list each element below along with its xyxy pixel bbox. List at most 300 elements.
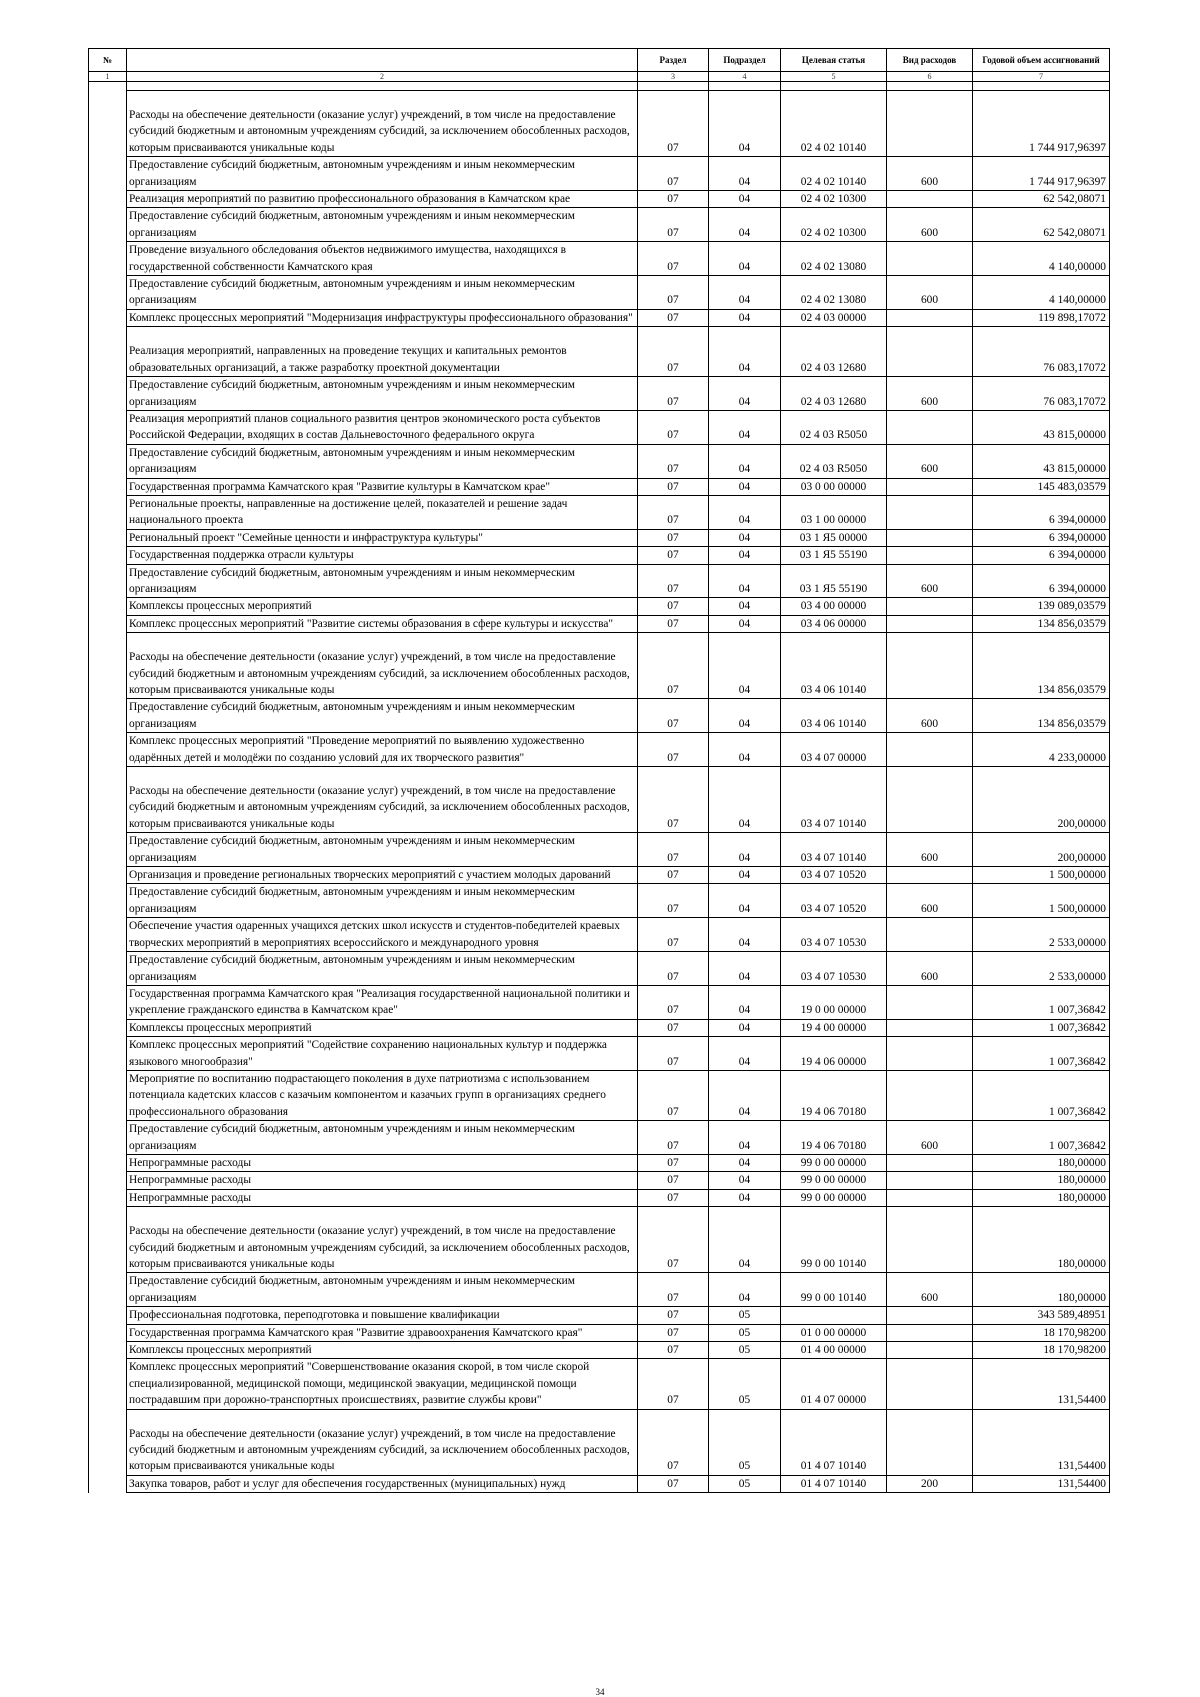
table-row [89,495,1110,529]
row-vid [887,733,973,767]
row-target: 03 4 06 10140 [781,699,887,733]
row-vid [887,1172,973,1189]
row-razdel: 07 [638,918,709,952]
row-razdel: 07 [638,1342,709,1359]
row-name: Реализация мероприятий планов социального развития центров экономического роста субъектов Российской Федерации, входящих в состав Дальневосточного федерального округа [127,410,638,444]
row-name: Комплексы процессных мероприятий [127,1019,638,1036]
row-razdel: 07 [638,633,709,699]
row-podrazdel: 04 [709,833,781,867]
row-podrazdel: 04 [709,276,781,310]
row-vid [887,1207,973,1273]
row-target: 02 4 02 10140 [781,91,887,157]
row-razdel: 07 [638,478,709,495]
budget-sheet [88,48,1109,1493]
row-podrazdel: 04 [709,1037,781,1071]
table-row [89,327,1110,377]
row-amount: 131,54400 [973,1475,1110,1492]
row-amount: 134 856,03579 [973,699,1110,733]
table-row [89,1070,1110,1120]
row-target: 03 1 Я5 55190 [781,547,887,564]
row-name: Предоставление субсидий бюджетным, автономным учреждениям и иным некоммерческим организациям [127,208,638,242]
row-target: 01 0 00 00000 [781,1324,887,1341]
row-number-cell [89,1121,127,1155]
budget-table [88,48,1110,1493]
row-target: 03 4 07 10520 [781,884,887,918]
row-vid [887,191,973,208]
row-razdel: 07 [638,1207,709,1273]
row-number-cell [89,615,127,632]
row-amount: 18 170,98200 [973,1342,1110,1359]
row-name: Предоставление субсидий бюджетным, автономным учреждениям и иным некоммерческим организациям [127,377,638,411]
row-number-cell [89,547,127,564]
table-row [89,478,1110,495]
header-target: Целевая статья [781,49,887,72]
row-amount: 200,00000 [973,833,1110,867]
row-razdel: 07 [638,191,709,208]
table-row [89,1154,1110,1171]
row-vid: 600 [887,699,973,733]
row-name: Предоставление субсидий бюджетным, автономным учреждениям и иным некоммерческим организациям [127,833,638,867]
row-razdel: 07 [638,867,709,884]
row-vid [887,985,973,1019]
row-target: 01 4 07 00000 [781,1359,887,1409]
row-amount: 131,54400 [973,1409,1110,1475]
row-name: Предоставление субсидий бюджетным, автономным учреждениям и иным некоммерческим организациям [127,699,638,733]
row-razdel: 07 [638,529,709,546]
row-number-cell [89,1273,127,1307]
row-vid: 600 [887,884,973,918]
row-razdel: 07 [638,1409,709,1475]
row-podrazdel: 04 [709,157,781,191]
row-amount: 6 394,00000 [973,529,1110,546]
row-number-cell [89,918,127,952]
row-name: Предоставление субсидий бюджетным, автономным учреждениям и иным некоммерческим организациям [127,1273,638,1307]
row-vid [887,410,973,444]
table-row [89,1324,1110,1341]
table-row [89,1121,1110,1155]
row-number-cell [89,833,127,867]
row-name: Государственная поддержка отрасли культуры [127,547,638,564]
row-target: 02 4 02 10300 [781,208,887,242]
row-amount: 180,00000 [973,1154,1110,1171]
row-amount: 180,00000 [973,1172,1110,1189]
table-row [89,444,1110,478]
row-target: 03 4 07 10530 [781,918,887,952]
row-number-cell [89,867,127,884]
row-name: Мероприятие по воспитанию подрастающего поколения в духе патриотизма с использованием потенциала кадетских классов с казачьим компонентом и казачьих групп в организациях среднего профессионального образования [127,1070,638,1120]
row-number-cell [89,529,127,546]
row-number-cell [89,1475,127,1492]
row-target: 02 4 03 12680 [781,327,887,377]
row-vid [887,1019,973,1036]
row-amount: 4 140,00000 [973,276,1110,310]
row-amount: 1 007,36842 [973,985,1110,1019]
row-target: 03 4 00 00000 [781,598,887,615]
row-number-cell [89,733,127,767]
row-vid [887,1324,973,1341]
row-name: Расходы на обеспечение деятельности (оказание услуг) учреждений, в том числе на предоставление субсидий бюджетным и автономным учреждениям субсидий, за исключением обособленных расходов, которым присваиваются уникальные коды [127,1207,638,1273]
row-target: 02 4 03 12680 [781,377,887,411]
row-name: Профессиональная подготовка, переподготовка и повышение квалификации [127,1307,638,1324]
row-target: 19 4 00 00000 [781,1019,887,1036]
row-vid [887,767,973,833]
row-name: Расходы на обеспечение деятельности (оказание услуг) учреждений, в том числе на предоставление субсидий бюджетным и автономным учреждениям субсидий, за исключением обособленных расходов, которым присваиваются уникальные коды [127,633,638,699]
table-row [89,1189,1110,1206]
row-razdel: 07 [638,1307,709,1324]
row-number-cell [89,208,127,242]
row-podrazdel: 04 [709,733,781,767]
row-podrazdel: 04 [709,867,781,884]
row-podrazdel: 04 [709,410,781,444]
row-target: 02 4 03 R5050 [781,410,887,444]
table-row [89,633,1110,699]
row-name: Непрограммные расходы [127,1154,638,1171]
table-body [89,82,1110,1493]
row-vid: 600 [887,564,973,598]
row-target: 02 4 02 10300 [781,191,887,208]
page-number: 34 [595,1687,605,1697]
row-vid [887,598,973,615]
row-razdel: 07 [638,444,709,478]
row-name: Организация и проведение региональных творческих мероприятий с участием молодых дарований [127,867,638,884]
row-number-cell [89,276,127,310]
row-number-cell [89,1307,127,1324]
row-target: 99 0 00 00000 [781,1154,887,1171]
row-vid [887,1070,973,1120]
row-podrazdel: 04 [709,918,781,952]
row-number-cell [89,1172,127,1189]
row-vid [887,478,973,495]
row-podrazdel: 04 [709,633,781,699]
row-razdel: 07 [638,884,709,918]
row-name: Обеспечение участия одаренных учащихся детских школ искусств и студентов-победителей краевых творческих мероприятий в мероприятиях всероссийского и международного уровня [127,918,638,952]
row-amount: 131,54400 [973,1359,1110,1409]
row-podrazdel: 04 [709,91,781,157]
row-podrazdel: 04 [709,615,781,632]
row-target: 19 0 00 00000 [781,985,887,1019]
table-row [89,410,1110,444]
row-vid [887,327,973,377]
row-amount: 4 233,00000 [973,733,1110,767]
row-target: 03 4 06 10140 [781,633,887,699]
row-number-cell [89,699,127,733]
table-row [89,1207,1110,1273]
table-row [89,191,1110,208]
row-podrazdel: 04 [709,952,781,986]
row-razdel: 07 [638,547,709,564]
row-target: 99 0 00 10140 [781,1273,887,1307]
row-amount: 343 589,48951 [973,1307,1110,1324]
row-podrazdel: 04 [709,547,781,564]
row-name: Предоставление субсидий бюджетным, автономным учреждениям и иным некоммерческим организациям [127,1121,638,1155]
row-name: Региональные проекты, направленные на достижение целей, показателей и решение задач национального проекта [127,495,638,529]
row-razdel: 07 [638,1189,709,1206]
row-razdel: 07 [638,91,709,157]
table-row [89,733,1110,767]
row-vid [887,495,973,529]
row-podrazdel: 04 [709,1189,781,1206]
table-row [89,1037,1110,1071]
row-target: 03 4 07 10140 [781,833,887,867]
row-amount: 62 542,08071 [973,208,1110,242]
row-amount: 6 394,00000 [973,495,1110,529]
row-target: 19 4 06 00000 [781,1037,887,1071]
row-podrazdel: 04 [709,1019,781,1036]
row-amount: 119 898,17072 [973,309,1110,326]
table-row [89,1172,1110,1189]
row-name: Закупка товаров, работ и услуг для обеспечения государственных (муниципальных) нужд [127,1475,638,1492]
row-target: 03 1 Я5 00000 [781,529,887,546]
row-number-cell [89,1207,127,1273]
row-podrazdel: 04 [709,444,781,478]
row-name: Непрограммные расходы [127,1172,638,1189]
row-target: 01 4 07 10140 [781,1409,887,1475]
row-amount: 76 083,17072 [973,327,1110,377]
row-vid [887,1037,973,1071]
header-razdel: Раздел [638,49,709,72]
row-amount: 139 089,03579 [973,598,1110,615]
row-razdel: 07 [638,495,709,529]
row-number-cell [89,1359,127,1409]
table-row [89,598,1110,615]
row-podrazdel: 05 [709,1307,781,1324]
table-row [89,918,1110,952]
row-razdel: 07 [638,699,709,733]
row-podrazdel: 05 [709,1409,781,1475]
row-number-cell [89,444,127,478]
row-razdel: 07 [638,208,709,242]
row-target [781,1307,887,1324]
row-razdel: 07 [638,985,709,1019]
column-number: 4 [709,72,781,82]
table-row [89,1409,1110,1475]
row-razdel: 07 [638,952,709,986]
table-row [89,867,1110,884]
row-amount: 145 483,03579 [973,478,1110,495]
row-number-cell [89,1019,127,1036]
row-name: Непрограммные расходы [127,1189,638,1206]
table-row [89,767,1110,833]
row-amount: 4 140,00000 [973,242,1110,276]
table-row [89,884,1110,918]
row-razdel: 07 [638,598,709,615]
row-number-cell [89,952,127,986]
row-vid [887,1154,973,1171]
row-vid: 600 [887,952,973,986]
table-row [89,547,1110,564]
row-podrazdel: 04 [709,598,781,615]
row-target: 01 4 07 10140 [781,1475,887,1492]
row-podrazdel: 04 [709,242,781,276]
row-vid: 600 [887,833,973,867]
row-target: 99 0 00 00000 [781,1172,887,1189]
row-podrazdel: 04 [709,1154,781,1171]
row-amount: 2 533,00000 [973,952,1110,986]
row-razdel: 07 [638,327,709,377]
row-number-cell [89,633,127,699]
row-razdel: 07 [638,1273,709,1307]
spacer-row [89,82,1110,91]
row-razdel: 07 [638,733,709,767]
row-target: 19 4 06 70180 [781,1121,887,1155]
row-number-cell [89,1342,127,1359]
row-podrazdel: 04 [709,884,781,918]
row-number-cell [89,1189,127,1206]
table-row [89,1307,1110,1324]
row-vid [887,242,973,276]
row-name: Комплексы процессных мероприятий [127,1342,638,1359]
row-amount: 18 170,98200 [973,1324,1110,1341]
row-podrazdel: 04 [709,529,781,546]
row-razdel: 07 [638,1172,709,1189]
column-number: 2 [127,72,638,82]
row-amount: 200,00000 [973,767,1110,833]
row-razdel: 07 [638,1154,709,1171]
row-target: 02 4 03 00000 [781,309,887,326]
row-podrazdel: 04 [709,1207,781,1273]
row-name: Реализация мероприятий по развитию профессионального образования в Камчатском крае [127,191,638,208]
row-target: 03 1 Я5 55190 [781,564,887,598]
row-number-cell [89,1324,127,1341]
row-amount: 134 856,03579 [973,615,1110,632]
row-amount: 134 856,03579 [973,633,1110,699]
row-name: Предоставление субсидий бюджетным, автономным учреждениям и иным некоммерческим организациям [127,276,638,310]
row-target: 19 4 06 70180 [781,1070,887,1120]
row-target: 02 4 02 10140 [781,157,887,191]
column-number: 7 [973,72,1110,82]
row-target: 03 4 07 00000 [781,733,887,767]
row-razdel: 07 [638,377,709,411]
row-podrazdel: 04 [709,564,781,598]
row-number-cell [89,157,127,191]
row-target: 99 0 00 00000 [781,1189,887,1206]
row-number-cell [89,1037,127,1071]
row-podrazdel: 04 [709,985,781,1019]
header-number: № [89,49,127,72]
row-podrazdel: 05 [709,1475,781,1492]
row-razdel: 07 [638,1070,709,1120]
row-razdel: 07 [638,1037,709,1071]
row-name: Расходы на обеспечение деятельности (оказание услуг) учреждений, в том числе на предоставление субсидий бюджетным и автономным учреждениям субсидий, за исключением обособленных расходов, которым присваиваются уникальные коды [127,767,638,833]
row-vid [887,1409,973,1475]
row-number-cell [89,377,127,411]
row-amount: 1 007,36842 [973,1037,1110,1071]
table-row [89,377,1110,411]
row-name: Предоставление субсидий бюджетным, автономным учреждениям и иным некоммерческим организациям [127,444,638,478]
column-number: 3 [638,72,709,82]
column-number: 1 [89,72,127,82]
table-row [89,1342,1110,1359]
row-number-cell [89,985,127,1019]
row-vid: 600 [887,208,973,242]
row-amount: 1 744 917,96397 [973,91,1110,157]
table-row [89,529,1110,546]
table-row [89,242,1110,276]
row-razdel: 07 [638,1324,709,1341]
row-name: Комплекс процессных мероприятий "Содействие сохранению национальных культур и поддержка языкового многообразия" [127,1037,638,1071]
table-row [89,309,1110,326]
row-name: Комплексы процессных мероприятий [127,598,638,615]
row-amount: 180,00000 [973,1189,1110,1206]
row-vid: 600 [887,276,973,310]
row-name: Региональный проект "Семейные ценности и инфраструктура культуры" [127,529,638,546]
table-row [89,157,1110,191]
row-number-cell [89,564,127,598]
row-razdel: 07 [638,1475,709,1492]
header-row [89,49,1110,72]
row-razdel: 07 [638,157,709,191]
row-number-cell [89,327,127,377]
column-number-row [89,72,1110,82]
row-razdel: 07 [638,1019,709,1036]
row-vid [887,918,973,952]
row-podrazdel: 04 [709,1121,781,1155]
row-razdel: 07 [638,242,709,276]
row-vid: 600 [887,444,973,478]
row-target: 02 4 02 13080 [781,242,887,276]
table-row [89,952,1110,986]
row-number-cell [89,1154,127,1171]
row-podrazdel: 04 [709,208,781,242]
row-name: Государственная программа Камчатского края "Реализация государственной национальной политики и укрепление гражданского единства в Камчатском крае" [127,985,638,1019]
row-name: Расходы на обеспечение деятельности (оказание услуг) учреждений, в том числе на предоставление субсидий бюджетным и автономным учреждениям субсидий, за исключением обособленных расходов, которым присваиваются уникальные коды [127,1409,638,1475]
row-name: Предоставление субсидий бюджетным, автономным учреждениям и иным некоммерческим организациям [127,952,638,986]
row-number-cell [89,1070,127,1120]
row-target: 03 4 06 00000 [781,615,887,632]
table-row [89,91,1110,157]
row-target: 03 0 00 00000 [781,478,887,495]
row-target: 03 4 07 10520 [781,867,887,884]
row-vid: 200 [887,1475,973,1492]
row-target: 01 4 00 00000 [781,1342,887,1359]
row-vid: 600 [887,1273,973,1307]
header-name [127,49,638,72]
row-vid [887,1307,973,1324]
row-name: Государственная программа Камчатского края "Развитие культуры в Камчатском крае" [127,478,638,495]
row-podrazdel: 05 [709,1342,781,1359]
row-amount: 1 500,00000 [973,867,1110,884]
row-vid [887,633,973,699]
row-amount: 6 394,00000 [973,547,1110,564]
table-row [89,208,1110,242]
row-name: Реализация мероприятий, направленных на проведение текущих и капитальных ремонтов образовательных организаций, а также разработку проектной документации [127,327,638,377]
row-name: Комплекс процессных мероприятий "Развитие системы образования в сфере культуры и искусства" [127,615,638,632]
row-podrazdel: 04 [709,1172,781,1189]
row-vid [887,867,973,884]
column-number: 5 [781,72,887,82]
row-vid [887,1189,973,1206]
row-vid [887,91,973,157]
row-name: Проведение визуального обследования объектов недвижимого имущества, находящихся в государственной собственности Камчатского края [127,242,638,276]
row-razdel: 07 [638,1359,709,1409]
row-amount: 43 815,00000 [973,410,1110,444]
row-amount: 1 744 917,96397 [973,157,1110,191]
table-row [89,564,1110,598]
row-podrazdel: 05 [709,1359,781,1409]
row-podrazdel: 04 [709,327,781,377]
table-row [89,1273,1110,1307]
row-target: 03 4 07 10530 [781,952,887,986]
row-name: Предоставление субсидий бюджетным, автономным учреждениям и иным некоммерческим организациям [127,884,638,918]
row-razdel: 07 [638,309,709,326]
table-row [89,276,1110,310]
row-number-cell [89,478,127,495]
row-razdel: 07 [638,564,709,598]
row-vid [887,1342,973,1359]
row-podrazdel: 04 [709,478,781,495]
row-vid [887,529,973,546]
row-number-cell [89,242,127,276]
